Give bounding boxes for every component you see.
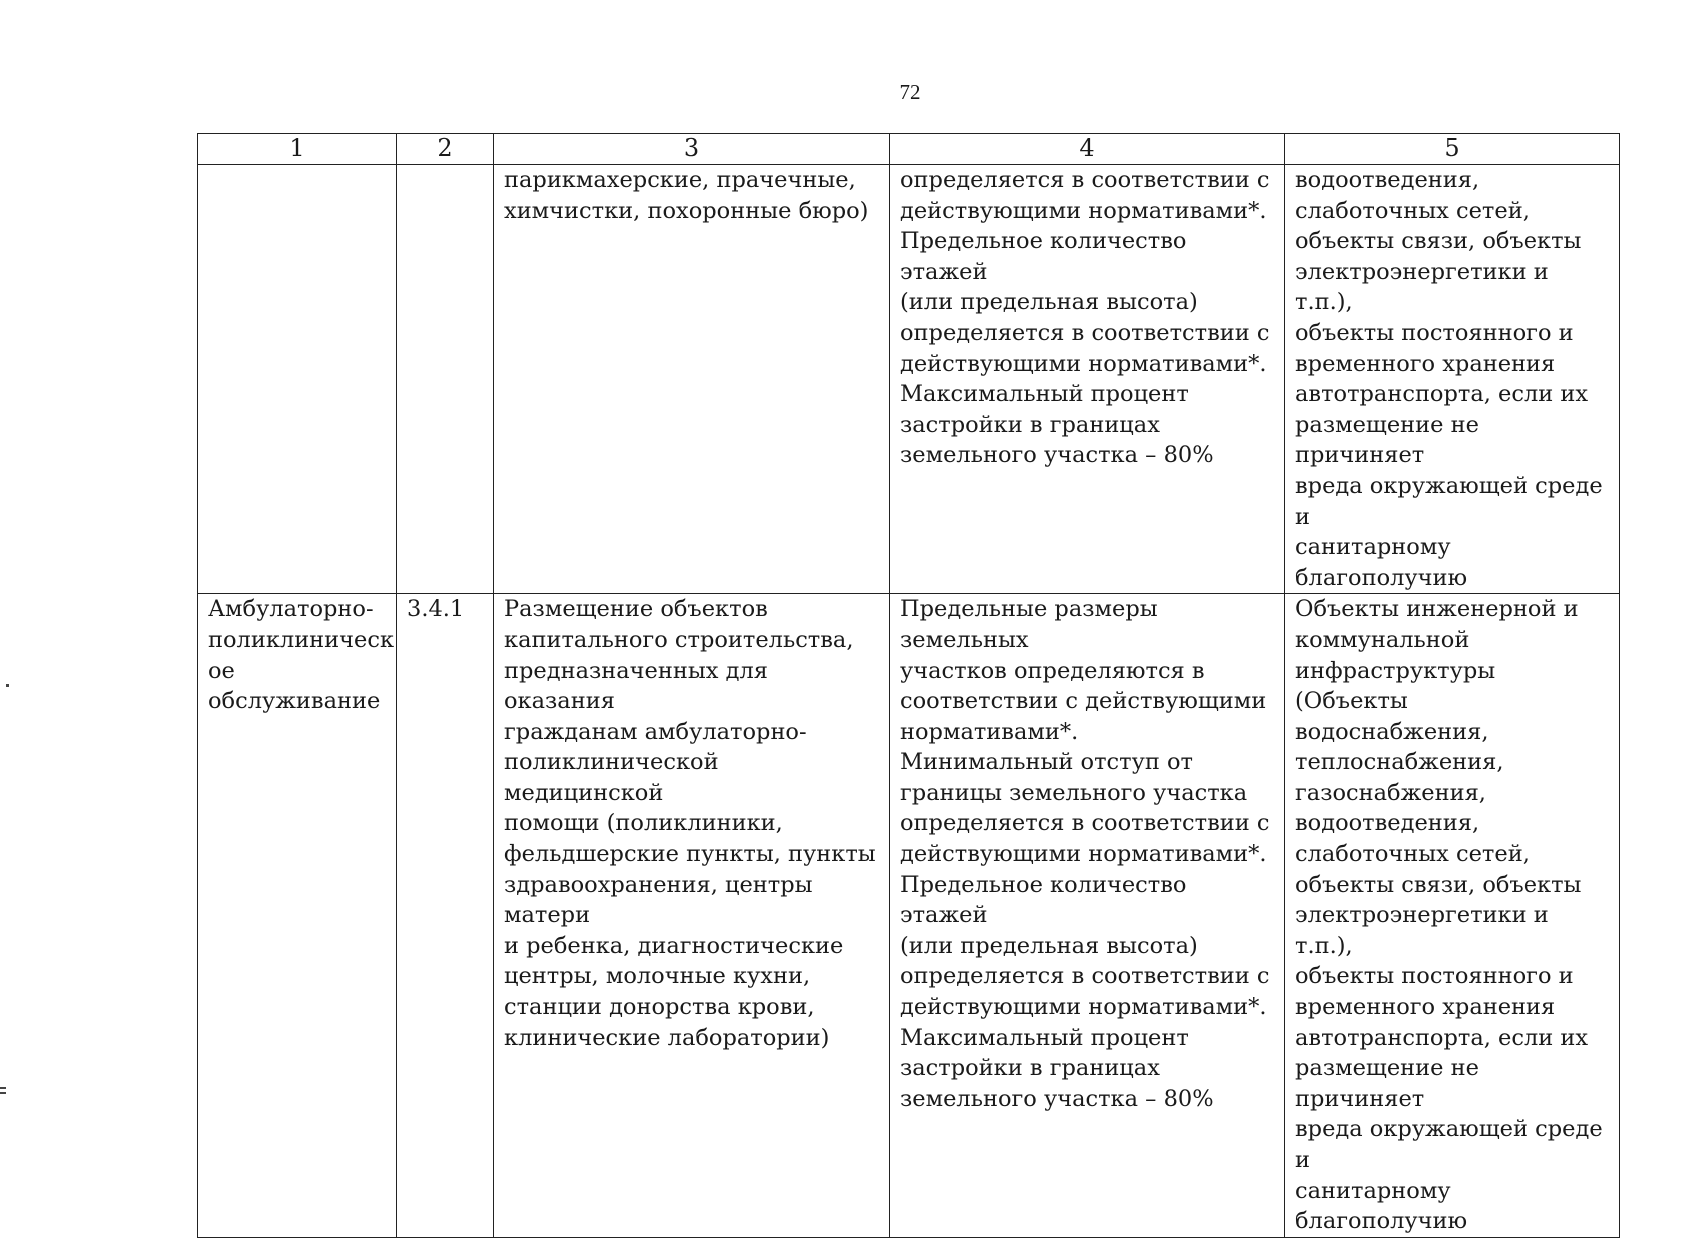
header-col-5: 5: [1285, 134, 1620, 165]
cell-text: Размещение объектов капитального строительства, предназначенных для оказания гражданам амбулаторно- поликлинической медицинской помощи (поликлиники, фельдшерские пункты, пункты здравоохранения, центры матери и ребенка, диагностические центры, молочные кухни, станции донорства крови, клинические лаборатории): [504, 596, 876, 1051]
cell-text: парикмахерские, прачечные, химчистки, похоронные бюро): [504, 167, 869, 224]
cell-text: Амбулаторно- поликлиническ ое обслуживание: [208, 596, 395, 715]
header-col-1: 1: [198, 134, 397, 165]
cell-auxiliary-uses: [1285, 165, 1620, 594]
table-row: [198, 165, 1620, 594]
cell-code: [397, 165, 494, 594]
regulation-table: [197, 133, 1620, 1238]
cell-description: [494, 165, 890, 594]
cell-text: 3.4.1: [407, 596, 465, 623]
cell-parameters: [890, 594, 1285, 1237]
cell-auxiliary-uses: [1285, 594, 1620, 1237]
cell-text: Предельные размеры земельных участков определяются в соответствии с действующими нормативами*. Минимальный отступ от границы земельного участка определяется в соответствии с действующими нормативами*. Предельное количество этажей (или предельная высота) определяется в соответствии с действующими нормативами*. Максимальный процент застройки в границах земельного участка – 80%: [900, 596, 1270, 1112]
header-col-2: 2: [397, 134, 494, 165]
cell-parameters: [890, 165, 1285, 594]
scan-mark: [0, 1087, 6, 1089]
scan-dot: [6, 684, 9, 687]
cell-use-name: [198, 594, 397, 1237]
header-col-4: 4: [890, 134, 1285, 165]
cell-text: определяется в соответствии с действующими нормативами*. Предельное количество этажей (или предельная высота) определяется в соответствии с действующими нормативами*. Максимальный процент застройки в границах земельного участка – 80%: [900, 167, 1270, 469]
header-col-3: 3: [494, 134, 890, 165]
table-row: [198, 594, 1620, 1237]
cell-code: [397, 594, 494, 1237]
table-header-row: [198, 134, 1620, 165]
page-number: 72: [899, 80, 921, 104]
scan-mark: [0, 1092, 6, 1094]
cell-text: водоотведения, слаботочных сетей, объекты связи, объекты электроэнергетики и т.п.), объекты постоянного и временного хранения автотранспорта, если их размещение не причиняет вреда окружающей среде и санитарному благополучию: [1295, 167, 1603, 591]
cell-use-name: [198, 165, 397, 594]
cell-text: Объекты инженерной и коммунальной инфраструктуры (Объекты водоснабжения, теплоснабжения, газоснабжения, водоотведения, слаботочных сетей, объекты связи, объекты электроэнергетики и т.п.), объекты постоянного и временного хранения автотранспорта, если их размещение не причиняет вреда окружающей среде и санитарному благополучию: [1295, 596, 1603, 1235]
cell-description: [494, 594, 890, 1237]
